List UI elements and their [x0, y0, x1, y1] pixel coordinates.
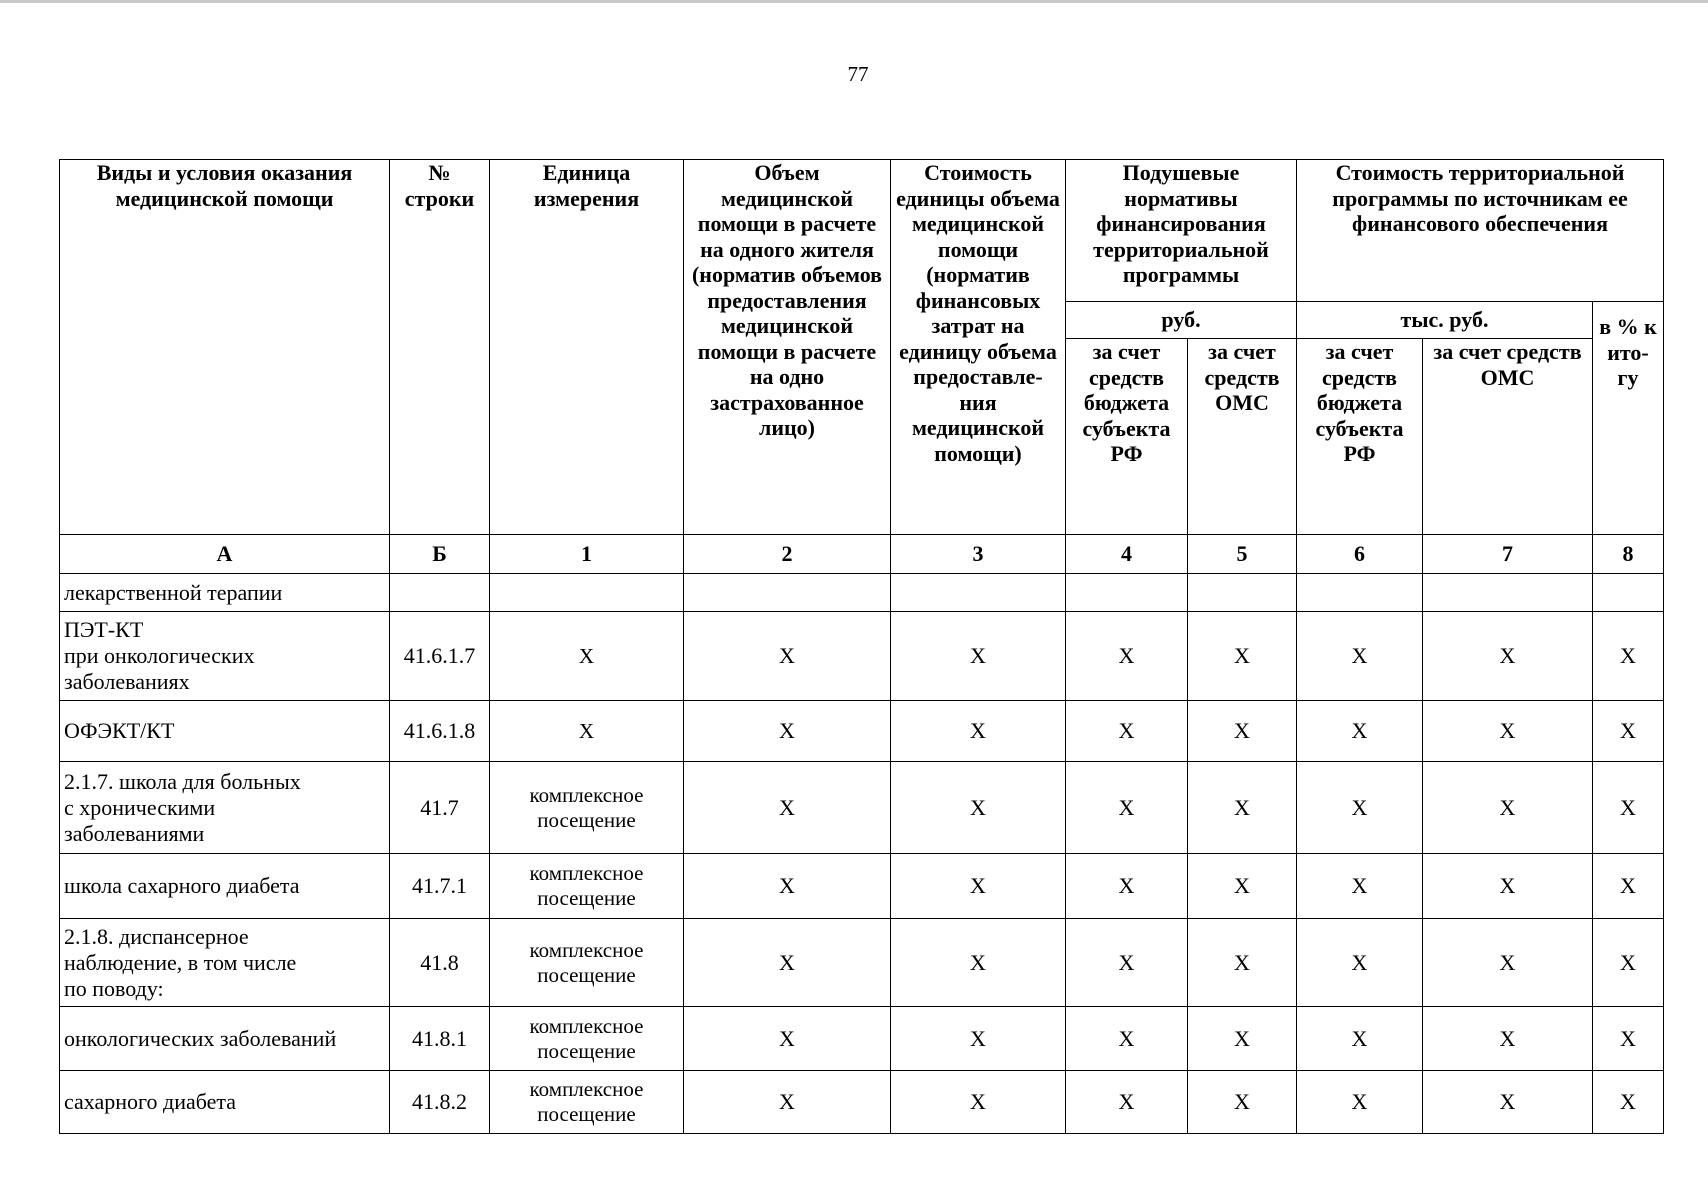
row-unit: комплексное посещение	[490, 1071, 684, 1134]
row-value-cell: Х	[1066, 762, 1188, 854]
row-value-cell: Х	[684, 919, 891, 1007]
table-row	[60, 762, 1664, 854]
row-value-cell: Х	[891, 762, 1066, 854]
row-value-cell: Х	[1297, 1007, 1423, 1071]
row-value-cell: Х	[1297, 762, 1423, 854]
row-value-cell: Х	[1066, 1071, 1188, 1134]
row-line-number: 41.7	[390, 762, 490, 854]
column-number: 6	[1297, 535, 1423, 574]
table-row	[60, 919, 1664, 1007]
row-value-cell: Х	[1423, 1071, 1593, 1134]
row-value-cell: Х	[1593, 762, 1664, 854]
row-value-cell: Х	[891, 1071, 1066, 1134]
row-unit: Х	[490, 612, 684, 701]
row-unit: Х	[490, 701, 684, 762]
row-value-cell	[1297, 574, 1423, 612]
row-line-number: 41.7.1	[390, 854, 490, 919]
row-care-type: школа сахарного диабета	[60, 854, 390, 919]
row-value-cell	[1188, 574, 1297, 612]
row-value-cell: Х	[891, 1007, 1066, 1071]
column-number: А	[60, 535, 390, 574]
row-value-cell: Х	[1066, 701, 1188, 762]
header-thous-rub: тыс. руб.	[1297, 302, 1593, 339]
row-care-type: 2.1.8. диспансерное наблюдение, в том числе по поводу:	[60, 919, 390, 1007]
row-value-cell: Х	[684, 854, 891, 919]
row-care-type: 2.1.7. школа для больных с хроническими заболеваниями	[60, 762, 390, 854]
row-value-cell: Х	[684, 701, 891, 762]
page-number: 77	[847, 62, 869, 86]
header-oms-rub: за счет средств ОМС	[1188, 339, 1297, 535]
row-care-type: онкологических заболеваний	[60, 1007, 390, 1071]
row-value-cell: Х	[1593, 612, 1664, 701]
row-unit: комплексное посещение	[490, 762, 684, 854]
row-line-number: 41.6.1.7	[390, 612, 490, 701]
row-value-cell: Х	[1593, 1071, 1664, 1134]
program-cost-table	[59, 159, 1664, 1134]
table-body	[60, 574, 1664, 1134]
header-budget-thous: за счет средств бюджета субъекта РФ	[1297, 339, 1423, 535]
header-oms-thous: за счет средств ОМС	[1423, 339, 1593, 535]
table-row	[60, 612, 1664, 701]
row-unit: комплексное посещение	[490, 854, 684, 919]
row-value-cell	[891, 574, 1066, 612]
row-value-cell: Х	[1066, 919, 1188, 1007]
row-value-cell: Х	[684, 1007, 891, 1071]
row-line-number: 41.6.1.8	[390, 701, 490, 762]
table-row	[60, 1007, 1664, 1071]
row-value-cell: Х	[1188, 762, 1297, 854]
header-line-number: № строки	[390, 160, 490, 535]
row-unit	[490, 574, 684, 612]
row-line-number: 41.8	[390, 919, 490, 1007]
row-value-cell: Х	[1297, 1071, 1423, 1134]
row-value-cell: Х	[1188, 612, 1297, 701]
table-row	[60, 701, 1664, 762]
row-care-type: лекарственной терапии	[60, 574, 390, 612]
column-number: 3	[891, 535, 1066, 574]
row-care-type: ОФЭКТ/КТ	[60, 701, 390, 762]
header-volume: Объем медицинской помощи в расчете на одного жителя (норматив объемов предоставления медицинской помощи в расчете на одно застрахованное лицо)	[684, 160, 891, 535]
row-value-cell: Х	[891, 854, 1066, 919]
row-unit: комплексное посещение	[490, 919, 684, 1007]
table-row	[60, 574, 1664, 612]
row-value-cell: Х	[1423, 1007, 1593, 1071]
row-value-cell: Х	[1593, 854, 1664, 919]
row-line-number	[390, 574, 490, 612]
row-value-cell: Х	[1297, 612, 1423, 701]
row-value-cell: Х	[1188, 701, 1297, 762]
row-value-cell: Х	[891, 919, 1066, 1007]
row-value-cell: Х	[684, 1071, 891, 1134]
column-number: 8	[1593, 535, 1664, 574]
column-number: 1	[490, 535, 684, 574]
row-value-cell: Х	[1188, 1071, 1297, 1134]
row-care-type: ПЭТ-КТ при онкологических заболеваниях	[60, 612, 390, 701]
header-unit-cost: Стоимость единицы объема медицинской помощи (норматив финансовых затрат на единицу объема предоставле-ния медицинской помощи)	[891, 160, 1066, 535]
row-care-type: сахарного диабета	[60, 1071, 390, 1134]
row-value-cell	[1066, 574, 1188, 612]
row-value-cell: Х	[1423, 701, 1593, 762]
row-line-number: 41.8.2	[390, 1071, 490, 1134]
header-budget-rub: за счет средств бюджета субъекта РФ	[1066, 339, 1188, 535]
column-number: Б	[390, 535, 490, 574]
row-value-cell: Х	[1297, 854, 1423, 919]
row-value-cell: Х	[1593, 1007, 1664, 1071]
row-value-cell	[1423, 574, 1593, 612]
row-value-cell: Х	[1188, 854, 1297, 919]
row-value-cell: Х	[1066, 854, 1188, 919]
row-value-cell: Х	[684, 762, 891, 854]
row-value-cell: Х	[1066, 612, 1188, 701]
row-value-cell: Х	[1593, 919, 1664, 1007]
column-number: 4	[1066, 535, 1188, 574]
column-number: 7	[1423, 535, 1593, 574]
row-unit: комплексное посещение	[490, 1007, 684, 1071]
header-program-cost-group: Стоимость территориальной программы по источникам ее финансового обеспечения	[1297, 160, 1664, 302]
row-value-cell: Х	[1066, 1007, 1188, 1071]
row-value-cell	[684, 574, 891, 612]
table-row	[60, 1071, 1664, 1134]
row-value-cell: Х	[891, 612, 1066, 701]
row-value-cell: Х	[1593, 701, 1664, 762]
table-row	[60, 854, 1664, 919]
row-value-cell: Х	[1188, 1007, 1297, 1071]
row-value-cell	[1593, 574, 1664, 612]
top-edge-rule	[0, 0, 1708, 3]
row-value-cell: Х	[1423, 612, 1593, 701]
row-value-cell: Х	[1188, 919, 1297, 1007]
row-value-cell: Х	[1297, 701, 1423, 762]
header-rub: руб.	[1066, 302, 1297, 339]
column-number: 5	[1188, 535, 1297, 574]
row-value-cell: Х	[684, 612, 891, 701]
header-care-type: Виды и условия оказания медицинской помощи	[60, 160, 390, 535]
header-per-capita-group: Подушевые нормативы финансирования территориальной программы	[1066, 160, 1297, 302]
header-percent: в % к ито-гу	[1593, 302, 1664, 535]
header-unit: Единица измерения	[490, 160, 684, 535]
row-value-cell: Х	[1423, 762, 1593, 854]
row-line-number: 41.8.1	[390, 1007, 490, 1071]
row-value-cell: Х	[1423, 854, 1593, 919]
row-value-cell: Х	[891, 701, 1066, 762]
column-number: 2	[684, 535, 891, 574]
column-number-row	[60, 535, 1664, 574]
row-value-cell: Х	[1297, 919, 1423, 1007]
row-value-cell: Х	[1423, 919, 1593, 1007]
